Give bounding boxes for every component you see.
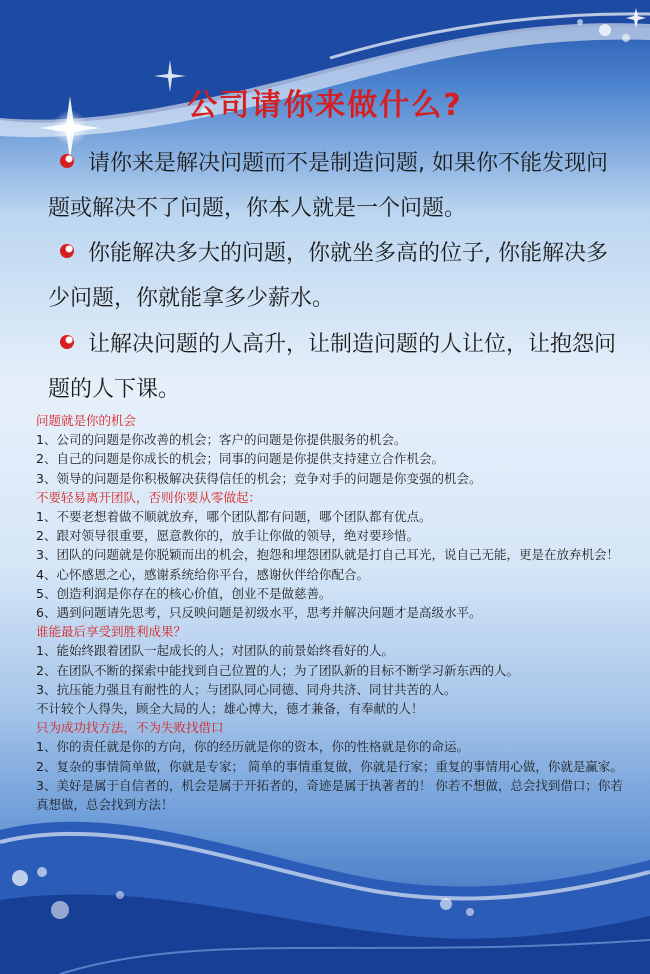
- point-text: 让解决问题的人高升，让制造问题的人让位，让抱怨问题的人下课。: [48, 332, 617, 402]
- list-item: 2、跟对领导很重要，愿意教你的，放手让你做的领导，绝对要珍惜。: [36, 528, 419, 544]
- red-dot-icon: [60, 244, 74, 258]
- list-item: 2、复杂的事情简单做，你就是专家； 简单的事情重复做，你就是行家；重复的事情用心做，你就是赢家。: [36, 758, 623, 774]
- list-item: 1、不要老想着做不顺就放弃，哪个团队都有问题，哪个团队都有优点。: [36, 509, 432, 525]
- point-3: [48, 322, 623, 412]
- list-item: 2、自己的问题是你成长的机会；同事的问题是你提供支持建立合作机会。: [36, 451, 444, 467]
- list-item: 3、领导的问题是你积极解决获得信任的机会；竞争对手的问题是你变强的机会。: [36, 470, 482, 486]
- list-item: 不计较个人得失，顾全大局的人；雄心博大，德才兼备，有奉献的人！: [36, 701, 424, 717]
- list-item: 4、心怀感恩之心，感谢系统给你平台，感谢伙伴给你配合。: [36, 566, 369, 582]
- poster-title: 公司请你来做什么?: [187, 88, 463, 123]
- list-item: 1、公司的问题是你改善的机会；客户的问题是你提供服务的机会。: [36, 432, 407, 448]
- list-item: 3、抗压能力强且有耐性的人；与团队同心同德、同舟共济、同甘共苦的人。: [36, 681, 457, 697]
- section-heading: 不要轻易离开团队，否则你要从零做起：: [36, 489, 262, 505]
- list-item: 6、遇到问题请先思考，只反映问题是初级水平，思考并解决问题才是高级水平。: [36, 605, 482, 621]
- section-heading: 谁能最后享受到胜利成果？: [36, 624, 187, 640]
- point-text: 你能解决多大的问题，你就坐多高的位子, 你能解决多少问题，你就能拿多少薪水。: [48, 241, 608, 311]
- red-dot-icon: [60, 335, 74, 349]
- list-item: 1、能始终跟着团队一起成长的人；对团队的前景始终看好的人。: [36, 643, 394, 659]
- point-1: [48, 141, 623, 231]
- list-item: 3、团队的问题就是你脱颖而出的机会，抱怨和埋怨团队就是打自己耳光，说自己无能，更是在放弃机会！: [36, 547, 619, 563]
- point-text: 请你来是解决问题而不是制造问题, 如果你不能发现问题或解决不了问题，你本人就是一个问题。: [48, 151, 608, 221]
- section-heading: 只为成功找方法，不为失败找借口: [36, 720, 224, 736]
- list-item: 1、你的责任就是你的方向，你的经历就是你的资本，你的性格就是你的命运。: [36, 739, 469, 755]
- list-item: 3、美好是属于自信者的，机会是属于开拓者的，奇迹是属于执著者的！ 你若不想做，总会找到借口；你若真想做，总会找到方法！: [36, 777, 623, 813]
- list-item: 2、在团队不断的探索中能找到自己位置的人；为了团队新的目标不断学习新东西的人。: [36, 662, 519, 678]
- detail-list: [36, 411, 626, 814]
- section-heading: 问题就是你的机会: [36, 413, 137, 428]
- red-dot-icon: [60, 154, 74, 168]
- point-2: [48, 231, 623, 321]
- list-item: 5、创造利润是你存在的核心价值，创业不是做慈善。: [36, 585, 332, 601]
